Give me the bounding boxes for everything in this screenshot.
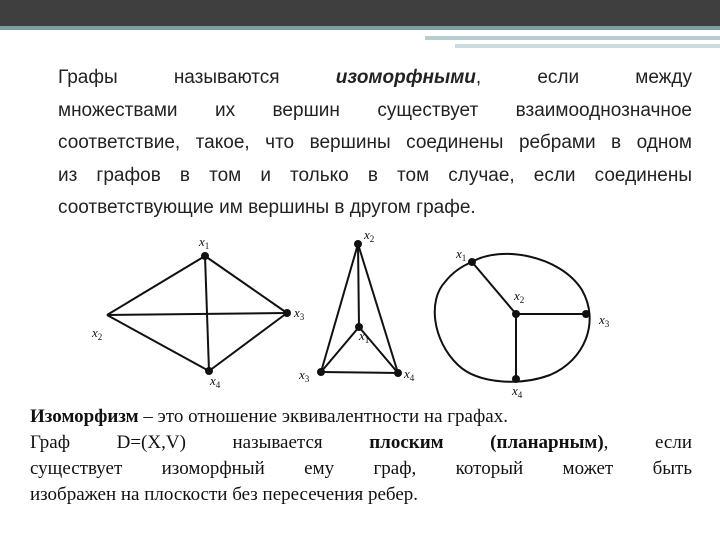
graph-edge bbox=[358, 244, 359, 327]
graph-vertex bbox=[354, 240, 362, 248]
term-isomorphism: Изоморфизм bbox=[30, 406, 139, 427]
paragraph-line: соответствующие им вершины в другом графе. bbox=[58, 197, 476, 218]
isomorphism-planar-definition bbox=[30, 404, 692, 508]
vertex-label-x2: $x_2$ bbox=[92, 325, 103, 342]
vertex-label-x1: $x_1$ bbox=[359, 328, 370, 345]
paragraph-line: множествами их вершин существует взаимооднозначное bbox=[58, 99, 692, 121]
graph-edge bbox=[472, 262, 516, 314]
vertex-label-x1: $x_1$ bbox=[456, 246, 467, 263]
graph-edge bbox=[321, 372, 398, 373]
vertex-label-x3: $x_3$ bbox=[599, 312, 610, 329]
graph-vertex bbox=[317, 368, 325, 376]
graph-vertex bbox=[512, 375, 520, 383]
paragraph-line: соответствие, такое, что вершины соединены ребрами в одном bbox=[58, 132, 692, 153]
definition-line: существует изоморфный ему граф, который может быть bbox=[30, 458, 692, 479]
graph-edge bbox=[359, 327, 398, 373]
graph-diamond bbox=[91, 234, 305, 390]
graph-edge bbox=[107, 313, 287, 315]
definition-line: изображен на плоскости без пересечения ребер. bbox=[30, 484, 419, 505]
graph-vertex bbox=[582, 310, 590, 318]
vertex-label-x3: $x_3$ bbox=[299, 367, 310, 384]
graph-edge bbox=[358, 244, 398, 373]
definition-text: – это отношение эквивалентности на графах. bbox=[138, 406, 508, 427]
graph-vertex bbox=[394, 369, 402, 377]
graph-vertex bbox=[201, 252, 209, 260]
term-isomorphic: изоморфными bbox=[335, 67, 476, 88]
graph-edge bbox=[107, 315, 209, 371]
graph-edge bbox=[209, 313, 287, 371]
graph-triangle bbox=[298, 227, 415, 384]
graph-edge bbox=[205, 256, 287, 313]
vertex-label-x1: $x_1$ bbox=[199, 234, 210, 251]
graph-vertex bbox=[283, 309, 291, 317]
vertex-label-x4: $x_4$ bbox=[404, 366, 415, 383]
graph-vertex bbox=[512, 310, 520, 318]
vertex-label-x4: $x_4$ bbox=[512, 383, 523, 400]
graph-vertex bbox=[468, 258, 476, 266]
vertex-label-x2: $x_2$ bbox=[364, 227, 375, 244]
definition-line bbox=[30, 430, 692, 456]
paragraph-text: , если между bbox=[475, 67, 692, 88]
definition-text: , если bbox=[603, 432, 692, 453]
graph-edge bbox=[321, 244, 358, 372]
vertex-label-x2: $x_2$ bbox=[514, 288, 525, 305]
paragraph-text: Графы называются bbox=[58, 67, 336, 88]
vertex-label-x3: $x_3$ bbox=[294, 305, 305, 322]
graph-edge bbox=[107, 256, 205, 315]
graph-curve bbox=[435, 246, 610, 400]
definition-text: Граф D=(X,V) называется bbox=[30, 432, 370, 453]
definition-line bbox=[30, 404, 692, 430]
paragraph-line: из графов в том и только в том случае, если соединены bbox=[58, 164, 692, 186]
vertex-label-x4: $x_4$ bbox=[210, 373, 221, 390]
graph-closed-curve bbox=[435, 254, 590, 382]
term-planar: плоским (планарным) bbox=[369, 432, 604, 453]
